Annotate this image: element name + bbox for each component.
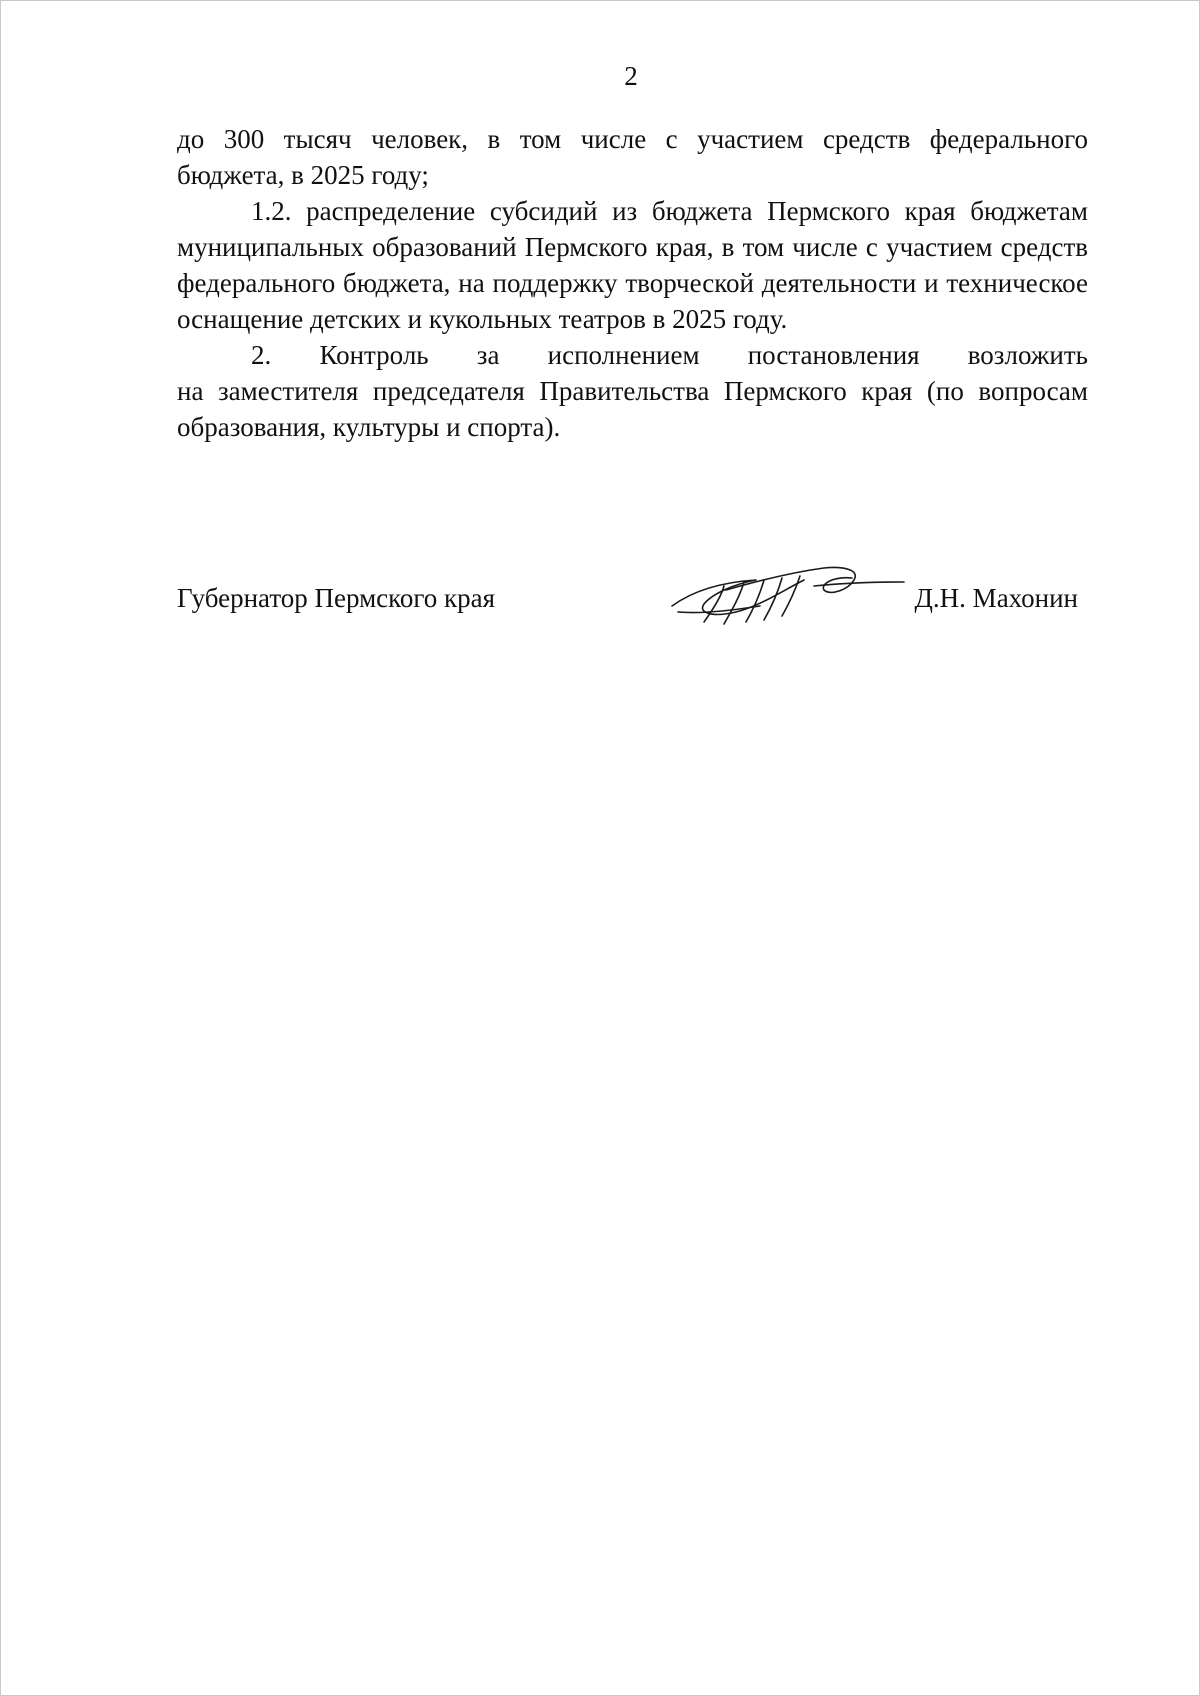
- paragraph-2-control-continuation: на заместителя председателя Правительства Пермского края (по вопросам образования, культуры и спорта).: [177, 376, 1088, 442]
- paragraph-1-2-subsidies: 1.2. распределение субсидий из бюджета Пермского края бюджетам муниципальных образований Пермского края, в том числе с участием средств федерального бюджета, на поддержку творческой деятельности и техническое оснащение детских и кукольных театров в 2025 году.: [177, 196, 1088, 334]
- handwritten-signature: [664, 560, 914, 630]
- paragraph-2-control-line-1: 2. Контроль за исполнением постановления возложить: [251, 340, 1088, 370]
- paragraph-1-line-1: до 300 тысяч человек, в том числе с участием средств федерального: [177, 124, 1088, 154]
- paragraph-1-continuation: бюджета, в 2025 году;: [177, 160, 429, 190]
- signature-block: [177, 560, 1088, 630]
- document-body: [177, 121, 1088, 445]
- page-number: 2: [624, 61, 638, 91]
- signatory-name: Д.Н. Махонин: [914, 583, 1078, 613]
- signatory-position: Губернатор Пермского края: [177, 583, 496, 613]
